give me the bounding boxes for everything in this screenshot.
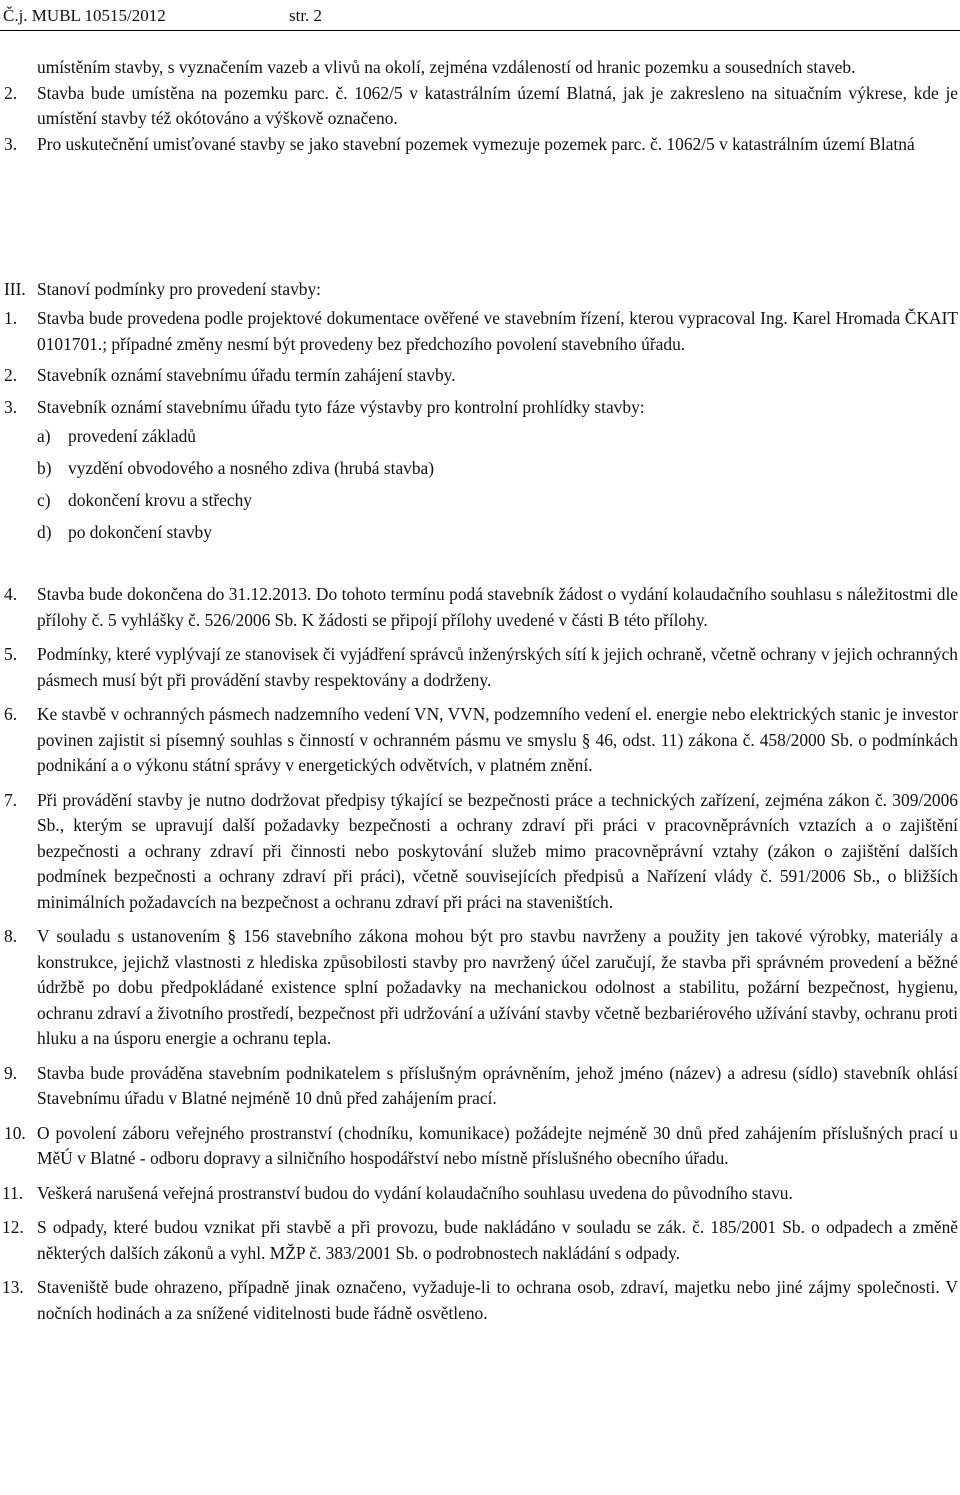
list-item <box>0 1181 960 1207</box>
item-number: 2. <box>4 82 18 103</box>
item-number: 8. <box>4 926 18 946</box>
item-text: O povolení záboru veřejného prostranství (chodníku, komunikace) požádejte nejméně 30 dnů před zahájením příslušných prací u MěÚ v Blatné - odboru dopravy a silničního hospodářství nebo místně příslušného obecního úřadu. <box>37 1122 958 1168</box>
list-item <box>0 642 960 693</box>
item-number: 7. <box>4 789 18 810</box>
item-text: Stavba bude provedena podle projektové dokumentace ověřené ve stavebním řízení, kterou vypracoval Ing. Karel Hromada ČKAIT 0101701.; případné změny nesmí být provedeny bez předchozího povolení stavebního úřadu. <box>37 308 958 354</box>
item-number: 1. <box>4 308 18 328</box>
list-item <box>0 1215 960 1266</box>
list-item <box>0 702 960 779</box>
phase-text: dokončení krovu a střechy <box>68 490 252 510</box>
phase-text: provedení základů <box>68 426 196 446</box>
section-iii-items-rest <box>0 582 960 1326</box>
phase-item <box>0 420 960 452</box>
list-item <box>0 1121 960 1172</box>
phase-mark: c) <box>37 490 51 510</box>
item-number: 4. <box>4 584 18 604</box>
item-text: Stavba bude umístěna na pozemku parc. č. 1062/5 v katastrálním území Blatná, jak je zakresleno na situačním výkrese, kde je umístění stavby též okótováno a výškově označeno. <box>37 82 958 128</box>
list-item <box>0 363 960 389</box>
item-text: Podmínky, které vyplývají ze stanovisek či vyjádření správců inženýrských sítí k jejich ochraně, včetně ochrany v jejich ochranných pásmech musí být při provádění stavby respektovány a dodrženy. <box>37 644 958 690</box>
item-number: 11. <box>2 1182 24 1203</box>
item-text: Staveniště bude ohrazeno, případně jinak označeno, vyžaduje-li to ochrana osob, zdraví, majetku nebo jiné zájmy společnosti. V nočních hodinách a za snížené viditelnosti bude řádně osvětleno. <box>37 1277 958 1323</box>
section-iii-heading <box>0 277 960 303</box>
item-text: Stavebník oznámí stavebnímu úřadu termín zahájení stavby. <box>37 365 456 385</box>
item-text: S odpady, které budou vznikat při stavbě a při provozu, bude nakládáno v souladu se zák. č. 185/2001 Sb. o odpadech a změně některých dalších zákonů a vyhl. MŽP č. 383/2001 Sb. o podrobnostech nakládání s odpady. <box>37 1217 958 1263</box>
phase-mark: b) <box>37 458 52 478</box>
item-text: Při provádění stavby je nutno dodržovat předpisy týkající se bezpečnosti práce a technických zařízení, zejména zákon č. 309/2006 Sb., kterým se upravují další požadavky bezpečnosti a ochrany zdraví při práci v pracovněprávních vztazích a o zajištění bezpečnosti a ochrany zdraví při činnosti nebo poskytování služeb mimo pracovněprávní vztahy (zákon o zajištění dalších podmínek bezpečnosti a ochrany zdraví při práci), včetně souvisejících předpisů a Nařízení vlády č. 591/2006 Sb., o bližších minimálních požadavcích na bezpečnost a ochranu zdraví při práci na staveništích. <box>37 789 958 912</box>
item-number: 6. <box>4 704 18 724</box>
phase-mark: a) <box>37 426 51 446</box>
document-reference: Č.j. MUBL 10515/2012 <box>3 6 166 25</box>
list-item <box>0 582 960 633</box>
item-number: 2. <box>4 365 18 385</box>
item-text: Stavba bude dokončena do 31.12.2013. Do tohoto termínu podá stavebník žádost o vydání kolaudačního souhlasu s náležitostmi dle přílohy č. 5 vyhlášky č. 526/2006 Sb. K žádosti se připojí přílohy uvedené v části B této přílohy. <box>37 584 958 630</box>
item-text: Stavba bude prováděna stavebním podnikatelem s příslušným oprávněním, jehož jméno (název) a adresu (sídlo) stavebník ohlásí Stavebnímu úřadu v Blatné nejméně 10 dnů před zahájením prací. <box>37 1062 958 1108</box>
list-item <box>0 81 960 132</box>
item-number: 10. <box>4 1122 26 1143</box>
item-number: 12. <box>2 1217 24 1237</box>
list-item <box>0 132 960 158</box>
item-number: 3. <box>4 133 18 154</box>
item-text: Pro uskutečnění umisťované stavby se jako stavební pozemek vymezuje pozemek parc. č. 1062/5 v katastrálním území Blatná <box>37 133 915 154</box>
item-number: 9. <box>4 1062 18 1083</box>
header-divider <box>0 30 960 31</box>
phase-text: po dokončení stavby <box>68 522 212 542</box>
item-number: 3. <box>4 396 18 417</box>
list-item <box>0 306 960 357</box>
phase-item <box>0 484 960 516</box>
list-item <box>0 924 960 1052</box>
item-text: Stavebník oznámí stavebnímu úřadu tyto fáze výstavby pro kontrolní prohlídky stavby: <box>37 396 645 417</box>
section-ii-continuation <box>0 55 960 157</box>
section-title: Stanoví podmínky pro provedení stavby: <box>37 279 322 299</box>
item-text: Veškerá narušená veřejná prostranství budou do vydání kolaudačního souhlasu uvedena do původního stavu. <box>37 1182 793 1203</box>
item-text: Ke stavbě v ochranných pásmech nadzemního vedení VN, VVN, podzemního vedení el. energie nebo elektrických stanic je investor povinen zajistit si písemný souhlas s činností v ochranném pásmu ve smyslu § 46, odst. 11) zákona č. 458/2000 Sb. o podmínkách podnikání a o výkonu státní správy v energetických odvětvích, v platném znění. <box>37 704 958 775</box>
section-heading <box>0 277 960 303</box>
phase-item <box>0 452 960 484</box>
list-item <box>0 395 960 421</box>
phase-mark: d) <box>37 522 52 542</box>
page-header <box>3 3 957 27</box>
list-item <box>0 55 960 81</box>
list-item <box>0 1275 960 1326</box>
section-roman-numeral: III. <box>4 279 26 299</box>
item-text: V souladu s ustanovením § 156 stavebního zákona mohou být pro stavbu navrženy a použity jen takové výrobky, materiály a konstrukce, jejichž vlastnosti z hlediska způsobilosti stavby pro navržený účel zaručují, že stavba při správném provedení a běžné údržbě po dobu předpokládané existence splní požadavky na mechanickou odolnost a stabilitu, požární bezpečnost, hygienu, ochranu zdraví a životního prostředí, bezpečnost při udržování a užívání stavby včetně bezbariérového užívání stavby, ochranu proti hluku a na úsporu energie a ochranu tepla. <box>37 926 958 1048</box>
list-item <box>0 788 960 916</box>
phase-text: vyzdění obvodového a nosného zdiva (hrubá stavba) <box>68 458 435 478</box>
item-text: umístěním stavby, s vyznačením vazeb a vlivů na okolí, zejména vzdáleností od hranic pozemku a sousedních staveb. <box>37 57 856 77</box>
page-number: str. 2 <box>289 6 323 25</box>
item-number: 5. <box>4 644 18 664</box>
section-iii-items-top <box>0 306 960 548</box>
list-item <box>0 1061 960 1112</box>
item-number: 13. <box>2 1277 24 1297</box>
phase-item <box>0 516 960 548</box>
